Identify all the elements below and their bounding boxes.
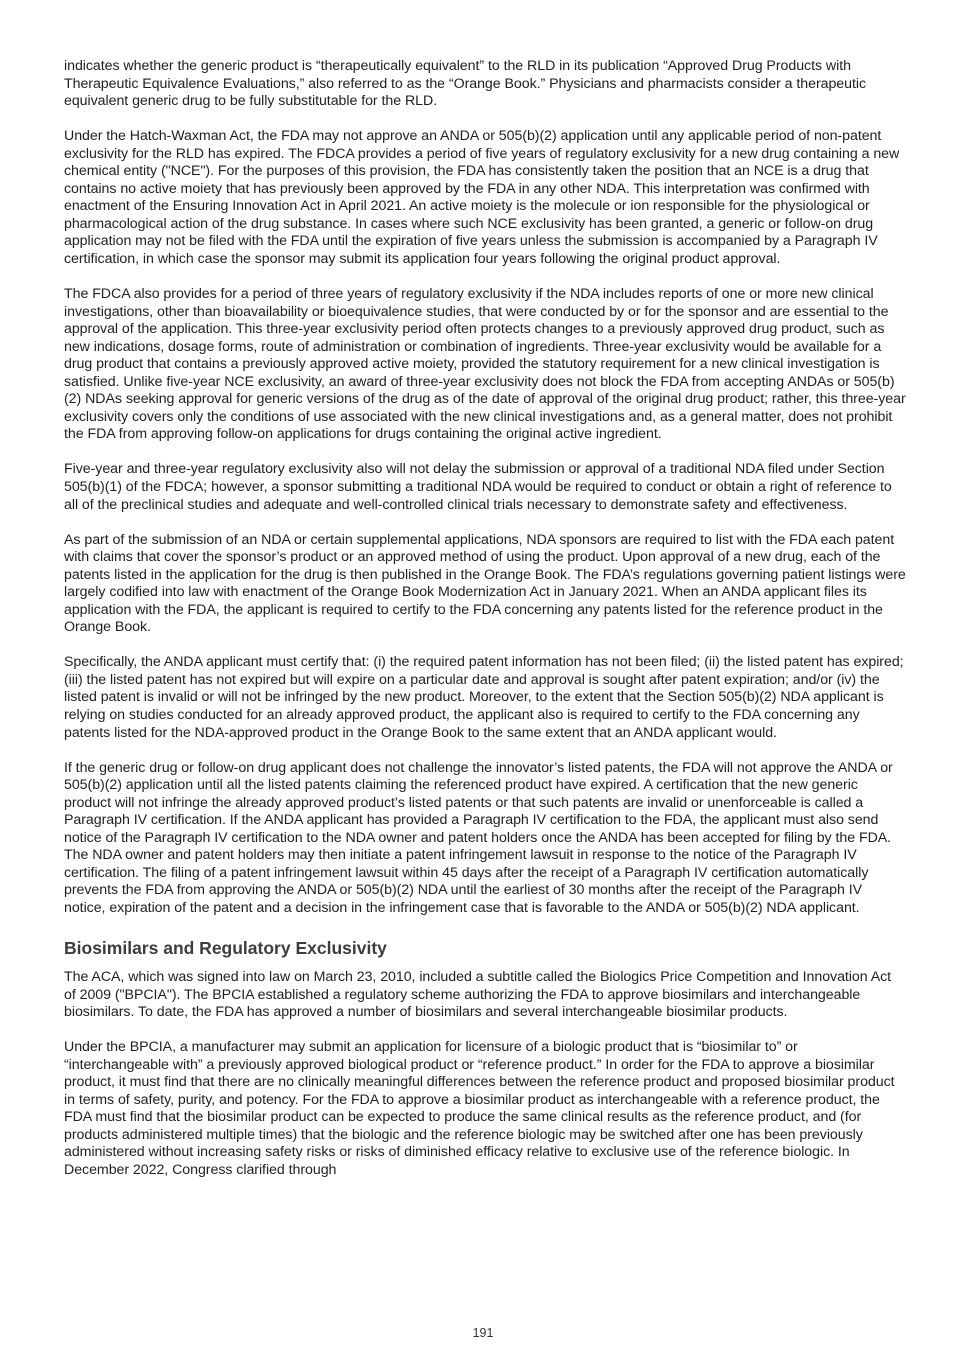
section-heading: Biosimilars and Regulatory Exclusivity: [64, 938, 387, 959]
paragraph-traditional-nda: Five-year and three-year regulatory exclusivity also will not delay the submission or approval of a traditional NDA filed under Section 505(b)(1) of the FDCA; however, a sponsor submitting a traditional NDA would be required to conduct or obtain a right of reference to all of the preclinical studies and adequate and well-controlled clinical trials necessary to demonstrate safety and effectiveness.: [64, 461, 892, 513]
paragraph-bpcia: The ACA, which was signed into law on March 23, 2010, included a subtitle called the Biologics Price Competition and Innovation Act of 2009 ("BPCIA"). The BPCIA established a regulatory scheme authorizing the FDA to approve biosimilars and interchangeable biosimilars. To date, the FDA has approved a number of biosimilars and several interchangeable biosimilar products.: [64, 969, 892, 1021]
paragraph-patent-listing: As part of the submission of an NDA or certain supplemental applications, NDA sponsors are required to list with the FDA each patent with claims that cover the sponsor’s product or an approved method of using the product. Upon approval of a new drug, each of the patents listed in the application for the drug is then published in the Orange Book. The FDA’s regulations governing patient listings were largely codified into law with enactment of the Orange Book Modernization Act in January 2021. When an ANDA applicant files its application with the FDA, the applicant is required to certify to the FDA concerning any patents listed for the reference product in the Orange Book.: [64, 531, 906, 636]
paragraph-hatch-waxman: Under the Hatch-Waxman Act, the FDA may not approve an ANDA or 505(b)(2) application until any applicable period of non-patent exclusivity for the RLD has expired. The FDCA provides a period of five years of regulatory exclusivity for a new drug containing a new chemical entity ("NCE"). For the purposes of this provision, the FDA has consistently taken the position that an NCE is a drug that contains no active moiety that has previously been approved by the FDA in any other NDA. This interpretation was confirmed with enactment of the Ensuring Innovation Act in April 2021. An active moiety is the molecule or ion responsible for the physiological or pharmacological action of the drug substance. In cases where such NCE exclusivity has been granted, a generic or follow-on drug application may not be filed with the FDA until the expiration of five years unless the submission is accompanied by a Paragraph IV certification, in which case the sponsor may submit its application four years following the original product approval.: [64, 128, 900, 267]
paragraph-biosimilar-licensure: Under the BPCIA, a manufacturer may submit an application for licensure of a biologic product that is “biosimilar to” or “interchangeable with” a previously approved biological product or “reference product.” In order for the FDA to approve a biosimilar product, it must find that there are no clinically meaningful differences between the reference product and proposed biosimilar product in terms of safety, purity, and potency. For the FDA to approve a biosimilar product as interchangeable with a reference product, the FDA must find that the biosimilar product can be expected to produce the same clinical results as the reference product, and (for products administered multiple times) that the biologic and the reference biologic may be switched after one has been previously administered without increasing safety risks or risks of diminished efficacy relative to exclusive use of the reference biologic. In December 2022, Congress clarified through: [64, 1039, 895, 1178]
page-number: 191: [472, 1326, 494, 1340]
paragraph-three-year-exclusivity: The FDCA also provides for a period of three years of regulatory exclusivity if the NDA includes reports of one or more new clinical investigations, other than bioavailability or bioequivalence studies, that were conducted by or for the sponsor and are essential to the approval of the application. This three-year exclusivity period often protects changes to a previously approved drug product, such as new indications, dosage forms, route of administration or combination of ingredients. Three-year exclusivity would be available for a drug product that contains a previously approved active moiety, provided the statutory requirement for a new clinical investigation is satisfied. Unlike five-year NCE exclusivity, an award of three-year exclusivity does not block the FDA from accepting ANDAs or 505(b)(2) NDAs seeking approval for generic versions of the drug as of the date of approval of the original drug product; rather, this three-year exclusivity covers only the conditions of use associated with the new clinical investigations and, as a general matter, does not prohibit the FDA from approving follow-on applications for drugs containing the original active ingredient.: [64, 286, 906, 443]
paragraph-orange-book: indicates whether the generic product is “therapeutically equivalent” to the RLD in its publication “Approved Drug Products with Therapeutic Equivalence Evaluations,” also referred to as the “Orange Book.” Physicians and pharmacists consider a therapeutic equivalent generic drug to be fully substitutable for the RLD.: [64, 58, 867, 110]
paragraph-anda-certification: Specifically, the ANDA applicant must certify that: (i) the required patent information has not been filed; (ii) the listed patent has expired; (iii) the listed patent has not expired but will expire on a particular date and approval is sought after patent expiration; and/or (iv) the listed patent is invalid or will not be infringed by the new product. Moreover, to the extent that the Section 505(b)(2) NDA applicant is relying on studies conducted for an already approved product, the applicant also is required to certify to the FDA concerning any patents listed for the NDA-approved product in the Orange Book to the same extent that an ANDA applicant would.: [64, 654, 904, 741]
document-body: [64, 58, 906, 1197]
paragraph-paragraph-iv: If the generic drug or follow-on drug applicant does not challenge the innovator’s listed patents, the FDA will not approve the ANDA or 505(b)(2) application until all the listed patents claiming the referenced product have expired. A certification that the new generic product will not infringe the already approved product’s listed patents or that such patents are invalid or unenforceable is called a Paragraph IV certification. If the ANDA applicant has provided a Paragraph IV certification to the FDA, the applicant must also send notice of the Paragraph IV certification to the NDA owner and patent holders once the ANDA has been accepted for filing by the FDA. The NDA owner and patent holders may then initiate a patent infringement lawsuit in response to the notice of the Paragraph IV certification. The filing of a patent infringement lawsuit within 45 days after the receipt of a Paragraph IV certification automatically prevents the FDA from approving the ANDA or 505(b)(2) NDA until the earliest of 30 months after the receipt of the Paragraph IV notice, expiration of the patent and a decision in the infringement case that is favorable to the ANDA or 505(b)(2) NDA applicant.: [64, 759, 893, 916]
